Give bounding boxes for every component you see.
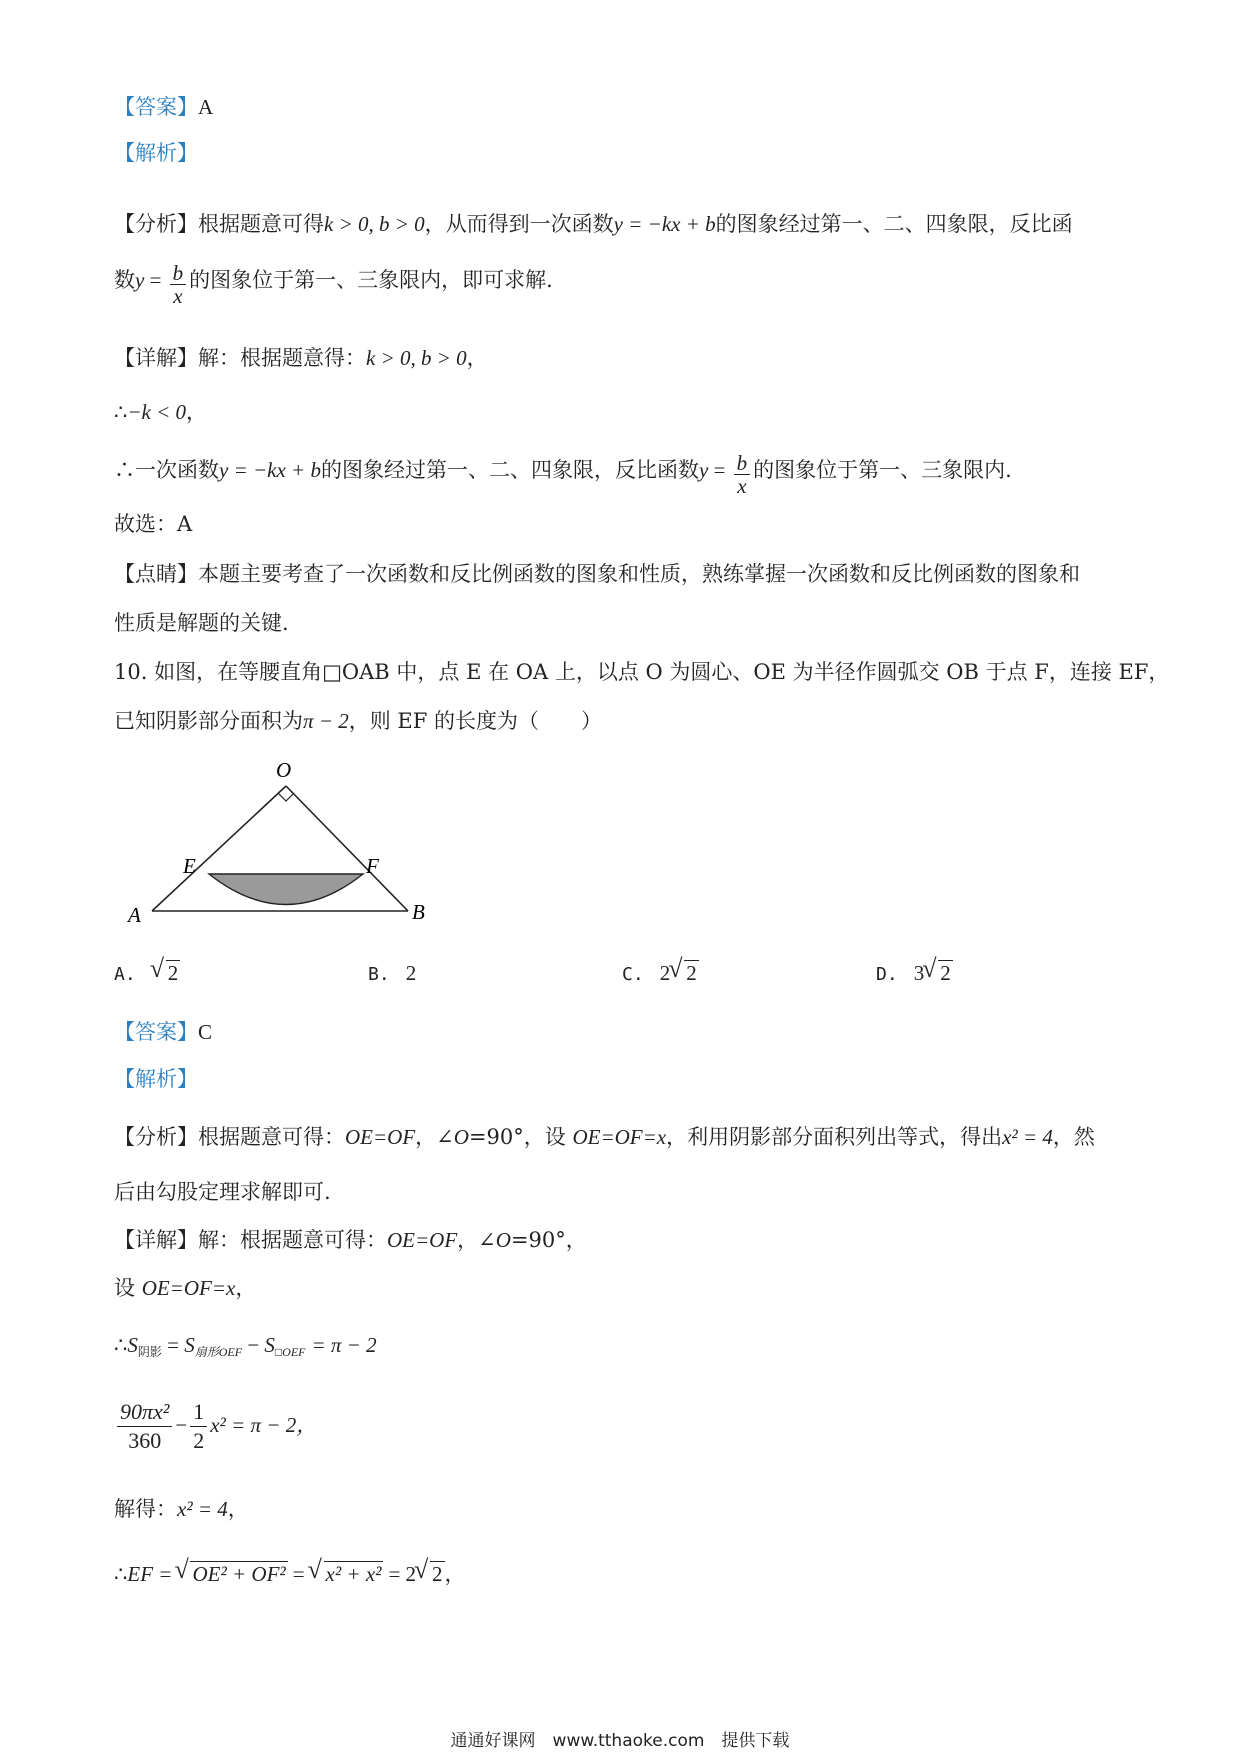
fenxi-text-a: 根据题意可得 [198, 212, 324, 236]
fenxi-text-b: ，从而得到一次函数 [424, 212, 614, 236]
analysis-tag: 【解析】 [114, 1067, 198, 1091]
stem-text-b: ，则 EF 的长度为（ ） [348, 709, 602, 733]
q9-fenxi-line-2: 数y = $\frac{b}{x}$ 的图象位于第一、三象限内，即可求解. [114, 261, 553, 308]
page-footer: 通通好课网 www.tthaoke.com 提供下载 [450, 1731, 790, 1751]
q10-ef-line: ∴EF =√ OE² + OF² =√ x² + x² = 2√ 2， [114, 1559, 466, 1589]
q9-fenxi-line-1 [114, 209, 1073, 239]
answer-tag: 【答案】 [114, 95, 198, 119]
fenxi-math-2: y = −kx + b [613, 212, 716, 236]
label-b: B [412, 900, 425, 924]
q10-stem-line-1: 10. 如图，在等腰直角□OAB 中，点 E 在 OA 上，以点 O 为圆心、OE 为半径作圆弧交 OB 于点 F，连接 EF， [114, 660, 1170, 684]
step2-text-a: 一次函数 [135, 458, 219, 482]
sqrt-icon: √ OE² + OF² [176, 1559, 287, 1589]
label-f: F [366, 854, 379, 878]
step2-text-c: 的图象位于第一、三象限内. [753, 458, 1012, 482]
label-a: A [128, 903, 141, 925]
q9-answer-line [114, 92, 213, 122]
sqrt-icon: √ x² + x² [310, 1559, 384, 1589]
stem-text-a: 已知阴影部分面积为 [114, 709, 303, 733]
step2-math: y = −kx + b [219, 458, 321, 482]
q10-xiangjie-line: 【详解】解：根据题意可得：OE=OF，∠O=90°， [114, 1228, 587, 1252]
fraction-1-over-2: $\frac{1}{2}$ [190, 1398, 207, 1455]
triangle-figure [120, 755, 440, 925]
step1-math: −k < 0 [127, 400, 187, 424]
stem-math: π − 2 [303, 709, 349, 733]
fraction-b-over-x: $\frac{b}{x}$ [734, 452, 751, 497]
label-e: E [183, 854, 196, 878]
q10-analysis-line [114, 1064, 198, 1094]
right-angle-mark [278, 793, 294, 801]
q10-fenxi-line-2: 后由勾股定理求解即可. [114, 1180, 331, 1204]
answer-value: A [198, 95, 214, 119]
option-d: D. 3√ 2 [876, 958, 953, 990]
sqrt-icon: √ 2 [670, 958, 699, 988]
therefore-symbol: ∴ [114, 400, 128, 424]
option-b: B. 2 [368, 961, 417, 985]
xiangjie-tag: 【详解】 [114, 346, 198, 370]
fenxi-text-d: 数 [114, 268, 135, 292]
fenxi-tag: 【分析】 [114, 212, 198, 236]
q10-fraction-equation: $\frac{\text{90πx²}}{360}$ − $\frac{1}{2}$ x² = π − 2， [114, 1398, 317, 1455]
fenxi-text-c: 的图象经过第一、二、四象限，反比函 [715, 212, 1073, 236]
q9-step-1: ∴−k < 0， [114, 400, 208, 424]
q9-dianjing-line-1 [114, 559, 1080, 589]
fenxi-math-1: k > 0, b > 0 [324, 212, 425, 236]
sqrt-icon: √ 2 [416, 1559, 445, 1589]
option-c: C. 2√ 2 [622, 958, 699, 990]
answer-value: C [198, 1020, 213, 1044]
shaded-segment [209, 874, 363, 905]
q10-stem-line-2 [114, 706, 602, 736]
fraction-b-over-x: $\frac{b}{x}$ [170, 262, 187, 307]
q9-xiangjie-line: 【详解】解：根据题意得：k > 0, b > 0， [114, 346, 488, 370]
fraction-90pix2-over-360: $\frac{\text{90πx²}}{360}$ [117, 1398, 172, 1455]
therefore-symbol: ∴ [114, 458, 135, 482]
dianjing-tag: 【点睛】 [114, 562, 198, 586]
sqrt-icon: √ 2 [924, 958, 953, 988]
dianjing-text-1: 本题主要考查了一次函数和反比例函数的图象和性质，熟练掌握一次函数和反比例函数的图象和 [198, 562, 1080, 586]
step2-text-b: 的图象经过第一、二、四象限，反比函数 [320, 458, 699, 482]
q9-dianjing-line-2: 性质是解题的关键. [114, 611, 289, 635]
q9-guxuan: 故选：A [114, 512, 193, 536]
xiangjie-text: 解：根据题意得： [198, 346, 366, 370]
q10-area-equation: $\therefore S_{阴影} = S_{扇形OEF} - S_{□OEF} = \pi - 2$ [114, 1333, 377, 1359]
fenxi-text-e: 的图象位于第一、三象限内，即可求解. [189, 268, 553, 292]
q10-fenxi-line-1: 【分析】根据题意可得：OE=OF，∠O=90°，设 OE=OF=x，利用阴影部分面积列出等式，得出x² = 4，然 [114, 1125, 1095, 1149]
q10-answer-line [114, 1017, 212, 1047]
q9-step-2: ∴一次函数y = −kx + b的图象经过第一、二、四象限，反比函数y = $\frac{b}{x}$ 的图象位于第一、三象限内. [114, 451, 1012, 498]
sqrt-icon: √ 2 [152, 958, 181, 988]
label-o: O [276, 758, 292, 782]
answer-tag: 【答案】 [114, 1020, 198, 1044]
q9-analysis-line [114, 138, 198, 168]
option-a: A.√ 2 [114, 958, 180, 990]
analysis-tag: 【解析】 [114, 141, 198, 165]
x-squared-eq-4: x² = 4 [1002, 1125, 1053, 1149]
q10-jiede-line: 解得：x² = 4， [114, 1497, 249, 1521]
xiangjie-math: k > 0, b > 0 [366, 346, 467, 370]
q10-set-line: 设 OE=OF=x， [114, 1276, 257, 1300]
